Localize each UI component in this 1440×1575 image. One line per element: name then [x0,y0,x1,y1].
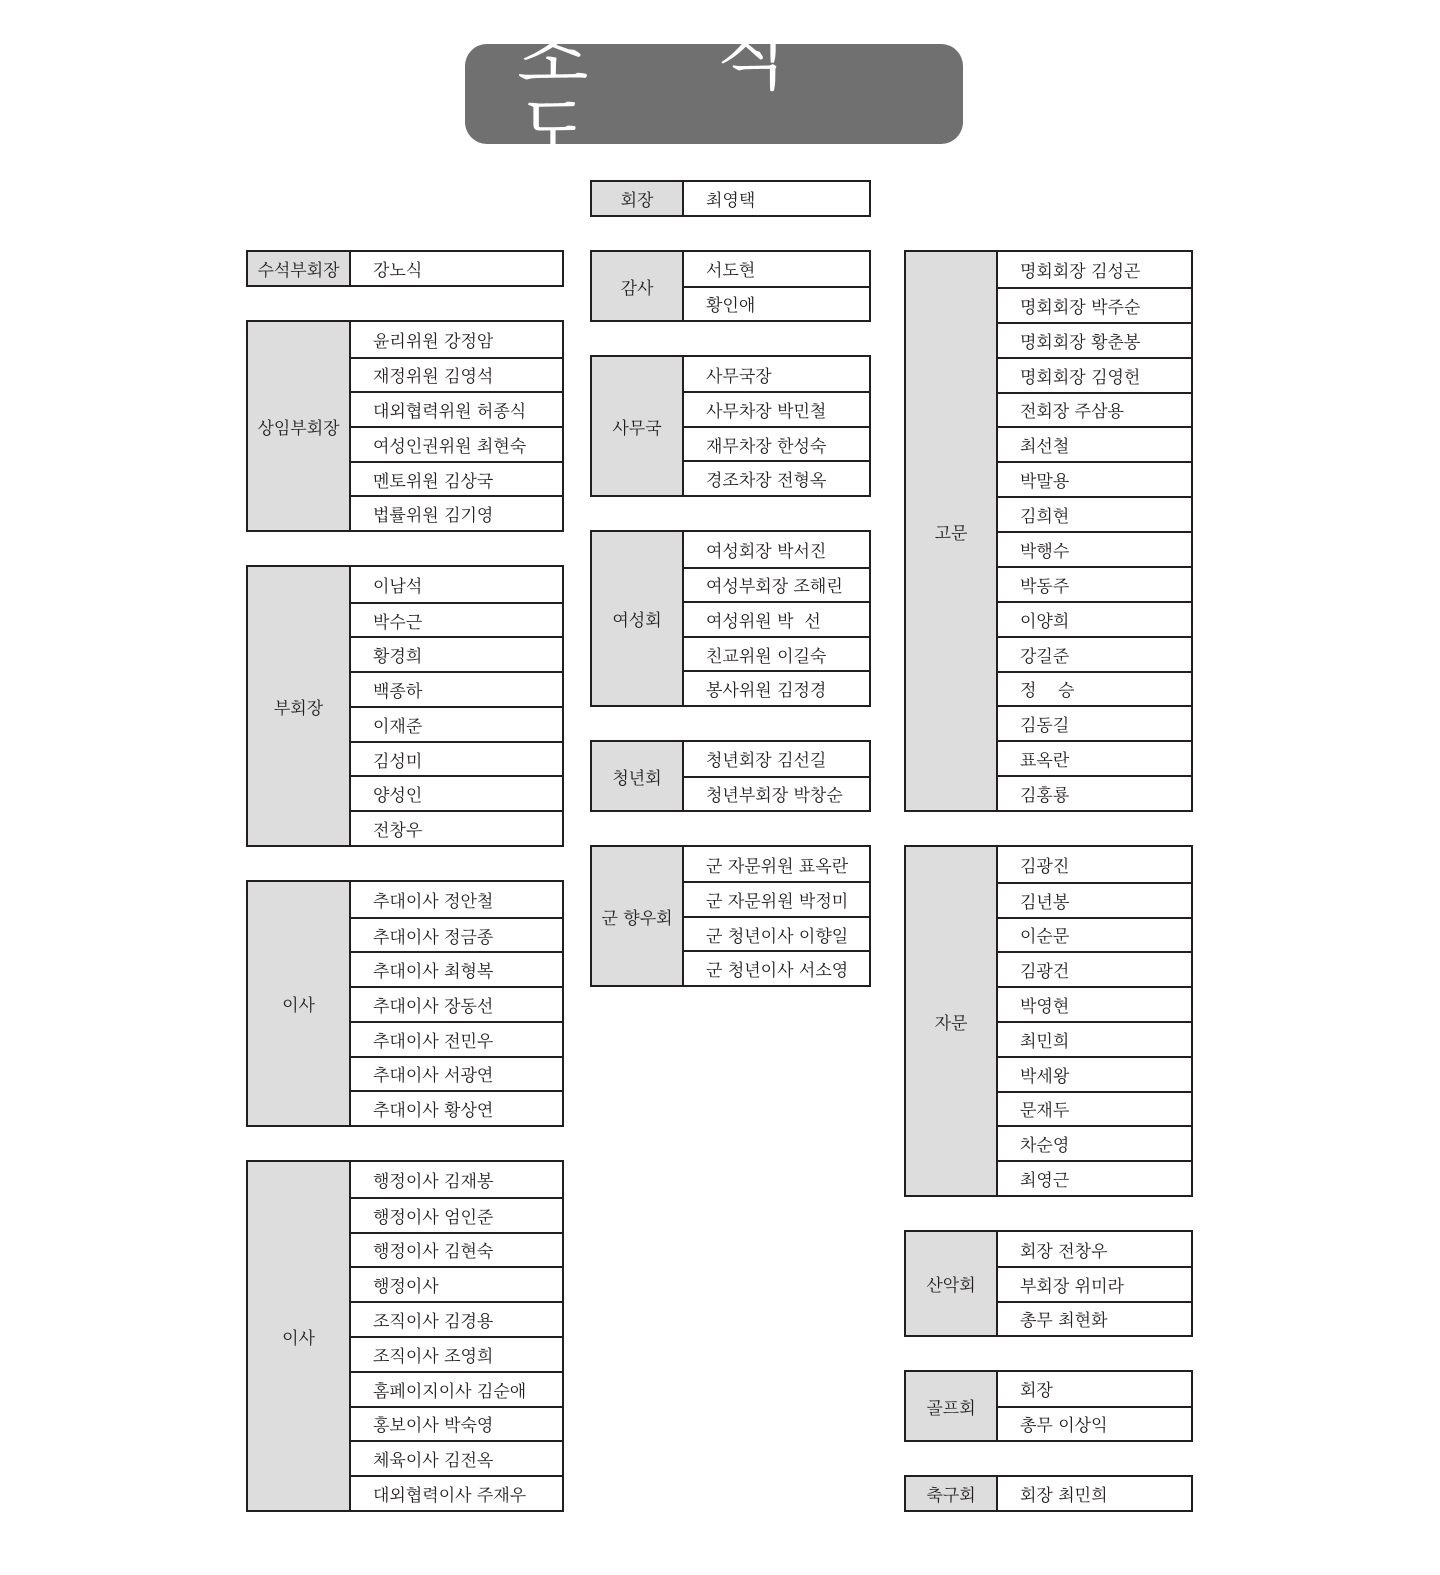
org-block-secretariat [590,355,871,497]
org-block-members [351,322,562,530]
member-row: 박영현 [998,986,1191,1021]
org-block-header: 축구회 [906,1477,998,1510]
org-block-hiking [904,1230,1193,1337]
org-block-vp [246,565,564,847]
member-row: 대외협력위원 허종식 [351,391,562,426]
member-row: 추대이사 정금종 [351,917,562,952]
member-row: 김성미 [351,741,562,776]
member-row: 총무 이상익 [998,1406,1191,1440]
member-row: 윤리위원 강정암 [373,331,494,352]
org-block-header: 고문 [906,252,998,810]
org-block-members [998,847,1191,1195]
org-block-consultants [904,845,1193,1197]
member-row: 친교위원 이길숙 [684,636,869,671]
member-row: 봉사위원 김정경 [684,670,869,705]
member-row: 양성인 [351,775,562,810]
member-row: 추대이사 최형복 [351,951,562,986]
page-title: 조 직 도 [517,14,840,174]
org-block-header: 회장 [592,182,684,215]
member-row: 대외협력이사 주재우 [351,1475,562,1510]
member-row: 표옥란 [998,740,1191,775]
org-block-members [684,357,869,495]
member-row: 김광건 [998,951,1191,986]
member-row: 체육이사 김전옥 [351,1440,562,1475]
member-row: 행정이사 엄인준 [351,1197,562,1232]
member-row: 차순영 [998,1125,1191,1160]
org-block-header: 이사 [248,882,351,1125]
member-row: 명회회장 김영헌 [998,357,1191,392]
org-block-youth [590,740,871,812]
member-row: 재정위원 김영석 [351,357,562,392]
member-row: 추대이사 장동선 [351,986,562,1021]
member-row: 김년봉 [998,882,1191,917]
member-row: 여성회장 박서진 [706,541,827,562]
member-row: 조직이사 김경용 [351,1301,562,1336]
org-block-members [998,1372,1191,1440]
member-row: 박행수 [998,531,1191,566]
org-block-soccer [904,1475,1193,1512]
member-row: 강노식 [373,261,423,281]
member-row: 경조차장 전형옥 [684,460,869,495]
member-row: 이순문 [998,917,1191,952]
org-block-header: 자문 [906,847,998,1195]
member-row: 청년부회장 박창순 [684,776,869,810]
member-row: 전창우 [351,810,562,845]
member-row: 박수근 [351,602,562,637]
org-block-header: 수석부회장 [248,252,351,285]
member-row: 박동주 [998,566,1191,601]
org-block-header: 산악회 [906,1232,998,1335]
member-row: 김희현 [998,496,1191,531]
org-block-members [684,847,869,985]
member-row: 서도현 [706,261,756,282]
org-block-veterans [590,845,871,987]
member-row: 군 자문위원 표옥란 [706,856,849,877]
member-row: 추대이사 정안철 [373,891,494,912]
member-row: 박세왕 [998,1056,1191,1091]
member-row: 홍보이사 박숙영 [351,1406,562,1441]
member-row: 부회장 위미라 [998,1266,1191,1300]
member-row: 재무차장 한성숙 [684,426,869,461]
member-row: 행정이사 김재봉 [373,1171,494,1192]
member-row: 김홍룡 [998,775,1191,810]
org-block-members [351,567,562,845]
member-row: 문재두 [998,1091,1191,1126]
org-block-members [351,252,562,285]
org-block-standing-vp [246,320,564,532]
org-block-header: 청년회 [592,742,684,810]
org-block-header: 감사 [592,252,684,320]
member-row: 행정이사 [351,1266,562,1301]
member-row: 홈페이지이사 김순애 [351,1371,562,1406]
member-row: 추대이사 서광연 [351,1056,562,1091]
member-row: 청년회장 김선길 [706,751,827,772]
member-row: 명회회장 황춘봉 [998,322,1191,357]
org-block-president [590,180,871,217]
org-block-members [684,182,869,215]
org-block-directors-2 [246,1160,564,1512]
member-row: 여성위원 박 선 [684,601,869,636]
org-block-women [590,530,871,707]
member-row: 회장 [1020,1381,1053,1402]
member-row: 최영근 [998,1160,1191,1195]
member-row: 멘토위원 김상국 [351,461,562,496]
member-row: 명회회장 박주순 [998,287,1191,322]
member-row: 정 승 [998,671,1191,706]
org-block-members [684,252,869,320]
member-row: 군 청년이사 이향일 [684,916,869,951]
org-block-senior-vp [246,250,564,287]
member-row: 전회장 주삼용 [998,392,1191,427]
org-block-header: 이사 [248,1162,351,1510]
member-row: 이양희 [998,601,1191,636]
title-banner [465,14,963,174]
member-row: 명회회장 김성곤 [1020,261,1141,282]
member-row: 최영택 [706,191,756,211]
member-row: 여성부회장 조해린 [684,567,869,602]
member-row: 백종하 [351,671,562,706]
org-block-members [351,1162,562,1510]
member-row: 이남석 [373,576,423,597]
org-block-header: 사무국 [592,357,684,495]
member-row: 최민희 [998,1021,1191,1056]
org-block-members [998,252,1191,810]
member-row: 법률위원 김기영 [351,495,562,530]
member-row: 황경희 [351,636,562,671]
member-row: 조직이사 조영희 [351,1336,562,1371]
org-block-members [684,532,869,705]
org-block-header: 여성회 [592,532,684,705]
org-block-directors-1 [246,880,564,1127]
member-row: 이재준 [351,706,562,741]
org-block-header: 상임부회장 [248,322,351,530]
org-block-header: 부회장 [248,567,351,845]
org-block-header: 군 향우회 [592,847,684,985]
member-row: 최선철 [998,426,1191,461]
member-row: 총무 최현화 [998,1301,1191,1335]
member-row: 박말용 [998,461,1191,496]
member-row: 여성인권위원 최현숙 [351,426,562,461]
member-row: 추대이사 황상연 [351,1090,562,1125]
org-block-auditor [590,250,871,322]
member-row: 회장 전창우 [1020,1241,1108,1262]
member-row: 김동길 [998,705,1191,740]
org-block-golf [904,1370,1193,1442]
member-row: 사무국장 [706,366,772,387]
member-row: 추대이사 전민우 [351,1021,562,1056]
member-row: 군 청년이사 서소영 [684,950,869,985]
org-block-advisors [904,250,1193,812]
org-block-members [998,1232,1191,1335]
member-row: 사무차장 박민철 [684,391,869,426]
member-row: 김광진 [1020,856,1070,877]
org-block-members [351,882,562,1125]
org-block-members [684,742,869,810]
member-row: 강길준 [998,636,1191,671]
org-block-members [998,1477,1191,1510]
member-row: 회장 최민희 [1020,1486,1108,1506]
member-row: 황인애 [684,286,869,320]
org-block-header: 골프회 [906,1372,998,1440]
member-row: 군 자문위원 박정미 [684,881,869,916]
member-row: 행정이사 김현숙 [351,1232,562,1267]
